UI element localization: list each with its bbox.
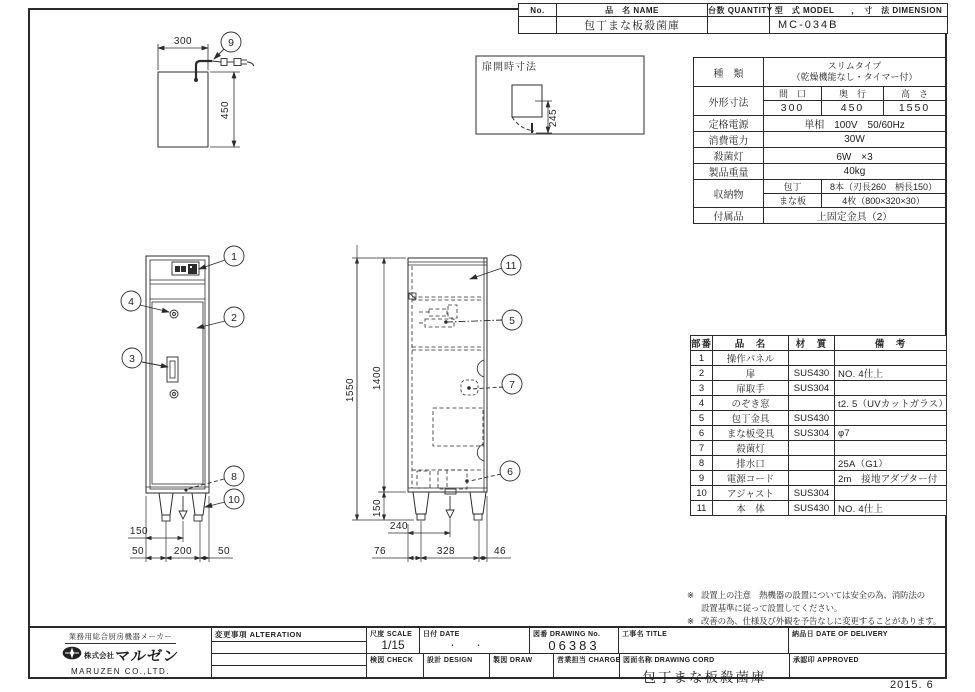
parts-row: 9 電源コード 2m 接地アダプター付 <box>691 471 947 486</box>
issue-date: 2015. 6 <box>890 679 934 691</box>
svg-text:5: 5 <box>509 315 515 327</box>
spec-watt-label: 消費電力 <box>694 132 764 148</box>
callout-10 <box>205 489 244 509</box>
check-label: 検図 CHECK <box>370 657 414 664</box>
callout-7 <box>471 374 522 394</box>
quantity-value <box>708 17 770 34</box>
approved-cell <box>790 654 947 677</box>
parts-row: 3 扉取手 SUS304 <box>691 381 947 396</box>
svg-text:10: 10 <box>228 494 240 506</box>
spec-storage-label: 収納物 <box>694 180 764 208</box>
spec-kind-line1: スリムタイプ <box>827 60 882 71</box>
dim-leg-height: 150 <box>372 498 383 518</box>
uv-lamp <box>461 380 478 395</box>
parts-row: 11 本 体 SUS430 NO. 4仕上 <box>691 501 947 516</box>
notes <box>687 589 949 629</box>
drawing-no-label: 図番 DRAWING No. <box>533 631 601 638</box>
date-label: 日付 DATE <box>423 631 460 638</box>
alteration-label: 変更事項 ALTERATION <box>215 630 302 639</box>
product-name-value: 包丁まな板殺菌庫 <box>557 17 708 34</box>
dim-side-mid: 328 <box>436 546 456 557</box>
spec-watt-value: 30W <box>764 132 946 148</box>
spec-kind-value <box>764 58 946 87</box>
parts-row: 8 排水口 25A（G1） <box>691 456 947 471</box>
company-name-en: MARUZEN CO.,LTD. <box>71 667 170 676</box>
cutting-boards <box>433 408 483 446</box>
spec-weight-value: 40kg <box>764 164 946 180</box>
spec-lamp-value: 6W ×3 <box>764 148 946 164</box>
parts-row: 1 操作パネル <box>691 351 947 366</box>
drawing-no-value: 06383 <box>548 638 600 653</box>
callout-1 <box>199 246 244 269</box>
scale-label: 尺度 SCALE <box>370 631 413 638</box>
power-cord <box>194 59 254 83</box>
spec-height-label: 高 さ <box>884 87 946 101</box>
svg-text:4: 4 <box>128 296 134 308</box>
svg-text:6: 6 <box>507 466 513 478</box>
check-cell <box>367 654 424 677</box>
note-1b-text: 設置基準に従って設置してください。 <box>701 603 843 614</box>
parts-row: 4 のぞき窓 t2. 5（UVカットガラス） <box>691 396 947 411</box>
spec-accessory-label: 付属品 <box>694 208 764 224</box>
spec-power-label: 定格電源 <box>694 116 764 132</box>
parts-row: 2 扉 SUS430 NO. 4仕上 <box>691 366 947 381</box>
date-cell <box>420 628 530 653</box>
alteration-row <box>212 641 366 653</box>
dim-front-left: 50 <box>131 546 145 557</box>
spec-width-label: 間 口 <box>764 87 822 101</box>
model-dimension-label: 型 式 MODEL ， 寸 法 DIMENSION <box>770 4 948 17</box>
drawing-name-cell <box>620 654 790 685</box>
alteration-cell <box>212 628 367 677</box>
alteration-row <box>212 665 366 677</box>
board-holder <box>417 470 467 489</box>
spec-dims-label: 外形寸法 <box>694 87 764 116</box>
company-name: マルゼン <box>113 648 180 665</box>
spec-lamp-label: 殺菌灯 <box>694 148 764 164</box>
note-mark: ※ <box>687 590 695 600</box>
control-panel <box>172 262 199 275</box>
callout-8 <box>184 466 244 492</box>
scale-cell <box>367 628 420 653</box>
side-legs <box>413 492 486 520</box>
dim-door-open: 245 <box>548 108 559 128</box>
product-name-label: 品 名 NAME <box>557 4 708 17</box>
spec-weight-label: 製品重量 <box>694 164 764 180</box>
door-handle <box>167 357 178 382</box>
spec-knife-value: 8本（刃長260 柄長150） <box>822 180 946 194</box>
maker-logo-cell <box>30 628 212 677</box>
door-open-label: 扉開時寸法 <box>482 62 537 73</box>
front-view <box>128 256 233 562</box>
parts-row: 6 まな板受具 SUS304 φ7 <box>691 426 947 441</box>
callout-6 <box>470 461 520 481</box>
design-label: 設計 DESIGN <box>427 657 473 664</box>
svg-text:9: 9 <box>228 37 234 49</box>
dim-body-height: 1400 <box>372 365 383 391</box>
drawing-no-cell <box>530 628 619 653</box>
peep-window-upper <box>170 310 178 318</box>
model-value: MC-034B <box>770 17 948 34</box>
parts-row: 5 包丁金具 SUS430 <box>691 411 947 426</box>
svg-text:2: 2 <box>231 312 237 324</box>
top-view <box>158 36 254 147</box>
dim-top-depth: 450 <box>220 100 231 120</box>
spec-kind-label: 種 類 <box>694 58 764 87</box>
parts-name-header: 品 名 <box>713 336 789 351</box>
svg-text:1: 1 <box>231 251 237 263</box>
charge-cell <box>554 654 620 677</box>
svg-text:7: 7 <box>509 379 515 391</box>
front-drain-arrow <box>179 496 187 519</box>
approved-label: 承認印 APPROVED <box>793 657 859 664</box>
callout-11 <box>470 255 521 279</box>
knife-holder <box>419 305 457 327</box>
charge-label: 営業担当 CHARGE <box>557 657 621 664</box>
drawing-name-label: 図面名称 DRAWING CORD <box>623 657 715 664</box>
svg-text:11: 11 <box>505 260 517 272</box>
dim-front-right: 50 <box>217 546 231 557</box>
alteration-row <box>212 653 366 665</box>
svg-text:8: 8 <box>231 471 237 483</box>
spec-power-value: 単相 100V 50/60Hz <box>764 116 946 132</box>
design-cell <box>424 654 490 677</box>
dim-side-drain: 240 <box>389 521 409 532</box>
maker-tagline: 業務用総合厨房機器メーカー <box>65 631 177 644</box>
delivery-date-label: 納品日 DATE OF DELIVERY <box>792 631 888 638</box>
title-header-table <box>518 3 948 34</box>
spec-knife-label: 包丁 <box>764 180 822 194</box>
parts-row: 7 殺菌灯 <box>691 441 947 456</box>
dim-front-mid: 200 <box>173 546 193 557</box>
spec-height-value: 1550 <box>884 101 946 116</box>
spec-accessory-value: 上固定金具（2） <box>764 208 946 224</box>
no-label: No. <box>519 4 557 17</box>
delivery-date-cell <box>789 628 947 653</box>
note-indent <box>687 602 701 615</box>
note-2-text: 改善の為、仕様及び外観を予告なしに変更することがあります。 <box>701 616 942 627</box>
spec-table <box>693 57 946 224</box>
dim-side-front: 76 <box>373 546 387 557</box>
callout-2 <box>197 307 244 328</box>
spec-width-value: 300 <box>764 101 822 116</box>
spec-depth-value: 450 <box>822 101 884 116</box>
dim-side-rear: 46 <box>493 546 507 557</box>
side-drain-arrow <box>446 496 454 518</box>
scale-value: 1/15 <box>381 638 405 652</box>
dim-top-width: 300 <box>173 36 193 47</box>
dim-total-height: 1550 <box>345 377 356 403</box>
company-prefix: 株式会社 <box>83 651 114 660</box>
svg-text:3: 3 <box>129 353 135 365</box>
parts-row: 10 アジャスト SUS304 <box>691 486 947 501</box>
maruzen-logo-icon <box>62 646 82 665</box>
peep-window-lower <box>170 390 178 398</box>
date-value: ・・ <box>448 641 501 650</box>
callout-4 <box>121 291 169 312</box>
callout-5 <box>448 310 522 330</box>
parts-no-header: 部番 <box>691 336 713 351</box>
note-1-continued <box>687 602 949 615</box>
note-1-text: 設置上の注意 熱機器の設置については安全の為、消防法の <box>701 590 925 600</box>
parts-table <box>690 335 947 516</box>
project-title-cell <box>619 628 789 653</box>
door-catch <box>409 293 416 299</box>
project-title-label: 工事名 TITLE <box>622 631 668 638</box>
side-view <box>345 245 511 562</box>
spec-board-value: 4枚（800×320×30） <box>822 194 946 208</box>
callout-3 <box>122 348 168 368</box>
parts-material-header: 材 質 <box>789 336 835 351</box>
front-legs <box>159 493 206 521</box>
spec-board-label: まな板 <box>764 194 822 208</box>
door-open-detail <box>476 56 644 134</box>
quantity-label: 台数 QUANTITY <box>708 5 773 15</box>
drawing-name-value: 包丁まな板殺菌庫 <box>642 670 767 685</box>
dim-front-center: 150 <box>129 526 149 537</box>
note-1 <box>687 589 949 602</box>
no-value <box>519 17 557 34</box>
parts-note-header: 備 考 <box>835 336 947 351</box>
note-mark: ※ <box>687 616 695 627</box>
spec-kind-line2: （乾燥機能なし・タイマー付） <box>791 72 918 82</box>
draw-cell <box>490 654 554 677</box>
callout-9 <box>214 32 241 59</box>
spec-depth-label: 奥 行 <box>822 87 884 101</box>
draw-label: 製図 DRAW <box>493 657 533 664</box>
